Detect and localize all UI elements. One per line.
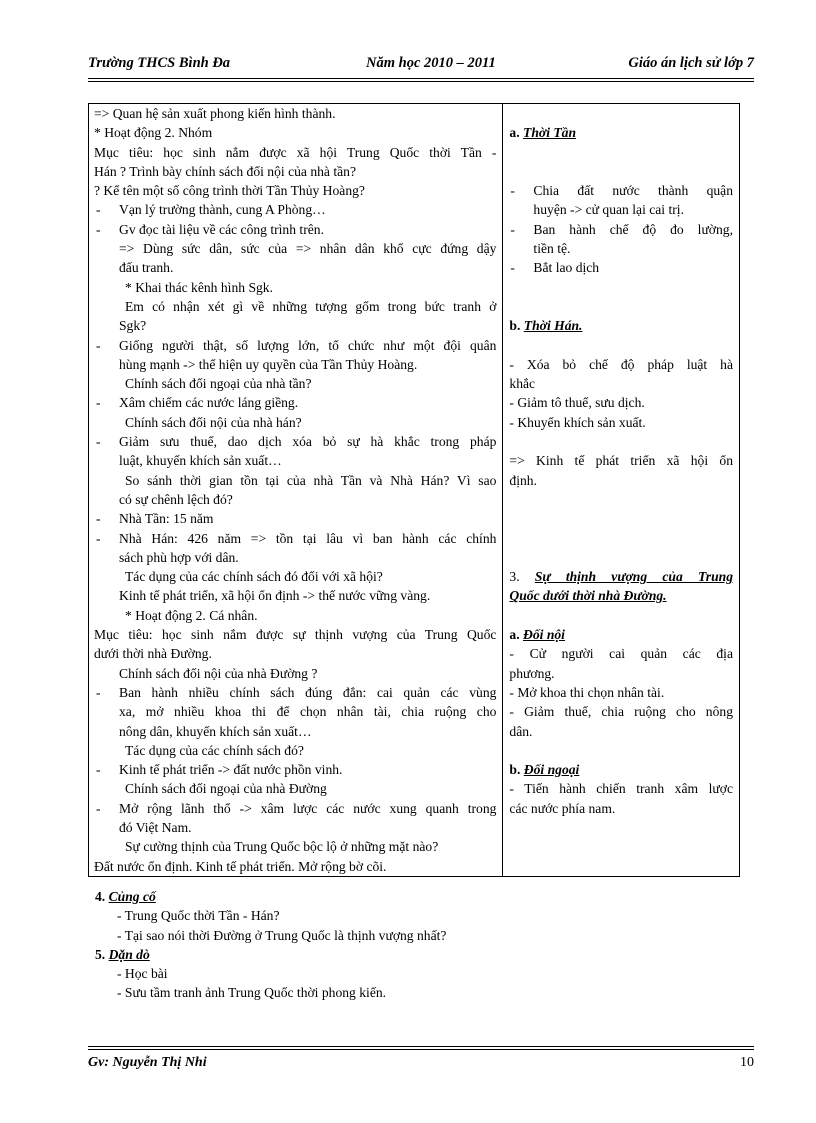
text-line: => Kinh tế phát triển xã hội ổn [509, 453, 733, 469]
header-rule [88, 78, 754, 82]
bullet-line: - Nhà Tần: 15 năm [96, 511, 214, 527]
list-item: - Tại sao nói thời Đường ở Trung Quốc là thịnh vượng nhất? [117, 927, 447, 943]
text-line: đó Việt Nam. [119, 819, 192, 835]
text-line: Hán ? Trình bày chính sách đối nội của nhà tần? [94, 163, 356, 179]
text-line: định. [509, 472, 537, 488]
text-line: nông dân, khuyến khích sản xuất… [119, 723, 312, 739]
text-line: các nước phía nam. [509, 800, 616, 816]
section-heading: 3. Sự thịnh vượng của Trung [509, 569, 733, 585]
text-line: * Hoạt động 2. Cá nhân. [125, 607, 258, 623]
bullet-line: - Ban hành chế độ đo lường, [510, 221, 733, 237]
section-heading: a. Đối nội [509, 627, 565, 643]
text-line: dân. [509, 723, 533, 739]
text-line: Chính sách đối ngoại của nhà Đường [125, 781, 327, 797]
page-header [88, 55, 754, 77]
text-line: - Giảm thuế, chia ruộng cho nông [509, 704, 733, 720]
text-line: Kinh tế phát triển, xã hội ổn định -> thế nước vững vàng. [119, 588, 431, 604]
text-line: dưới thời nhà Đường. [94, 646, 212, 662]
bullet-line: - Ban hành nhiều chính sách đúng đắn: cai quản các vùng [96, 684, 497, 700]
text-line: có sự chênh lệch đó? [119, 491, 233, 507]
text-line: xa, mở nhiều khoa thi để chọn nhân tài, chia ruộng cho [119, 704, 497, 720]
text-line: đấu tranh. [119, 260, 174, 276]
text-line: Sự cường thịnh của Trung Quốc bộc lộ ở những mặt nào? [125, 839, 439, 855]
bullet-line: - Nhà Hán: 426 năm => tồn tại lâu vì ban hành các chính [96, 530, 497, 546]
text-line: => Quan hệ sản xuất phong kiến hình thành. [94, 106, 336, 121]
section-heading-cont: Quốc dưới thời nhà Đường. [509, 588, 667, 604]
text-line: Chính sách đối nội của nhà hán? [125, 414, 302, 430]
text-line: - Khuyến khích sản xuất. [509, 414, 646, 430]
text-line: Chính sách đối nội của nhà Đường ? [119, 665, 318, 681]
section-heading: b. Đối ngoại [509, 762, 580, 778]
bullet-line: - Kinh tế phát triển -> đất nước phồn vinh. [96, 762, 343, 778]
page-number: 10 [740, 1055, 754, 1070]
activities-column [89, 104, 503, 877]
section-heading: a. Thời Tần [509, 125, 577, 141]
school-name: Trường THCS Bình Đa [88, 55, 231, 71]
bullet-line: - Bắt lao dịch [510, 260, 600, 276]
bullet-line: - Giống người thật, số lượng lớn, tổ chức như một đội quân [96, 337, 497, 353]
text-line: So sánh thời gian tồn tại của nhà Tần và Nhà Hán? Vì sao [125, 472, 497, 488]
text-line: Tác dụng của các chính sách đó? [125, 742, 304, 758]
text-line: sách phù hợp với dân. [119, 549, 239, 565]
bullet-line: - Vạn lý trường thành, cung A Phòng… [96, 202, 326, 218]
section-heading: b. Thời Hán. [509, 318, 583, 334]
text-line: phương. [509, 665, 555, 681]
list-item: - Trung Quốc thời Tần - Hán? [117, 908, 280, 924]
bullet-line: - Mở rộng lãnh thổ -> xâm lược các nước xung quanh trong [96, 800, 497, 816]
text-line: Tác dụng của các chính sách đó đối với xã hội? [125, 569, 383, 585]
content-column [503, 104, 740, 877]
homework-heading: 5. Dặn dò [95, 946, 150, 962]
text-line: Mục tiêu: học sinh nắm được xã hội Trung Quốc thời Tần - [94, 144, 497, 160]
bullet-line: - Chia đất nước thành quận [510, 183, 733, 199]
text-line: Sgk? [119, 318, 147, 334]
text-line: ? Kể tên một số công trình thời Tần Thủy Hoàng? [94, 183, 365, 199]
text-line: => Dùng sức dân, sức của => nhân dân khổ cực đứng dậy [119, 241, 497, 257]
text-line: tiền tệ. [533, 241, 571, 257]
list-item: - Học bài [117, 966, 168, 982]
text-line: * Khai thác kênh hình Sgk. [125, 279, 273, 295]
subject-title: Giáo án lịch sử lớp 7 [628, 55, 754, 71]
text-line: hùng mạnh -> thể hiện uy quyền của Tần Thủy Hoàng. [119, 356, 418, 372]
list-item: - Sưu tầm tranh ảnh Trung Quốc thời phong kiến. [117, 985, 387, 1001]
text-line: - Giảm tô thuế, sưu dịch. [509, 395, 645, 411]
text-line: Mục tiêu: học sinh nắm được sự thịnh vượng của Trung Quốc [94, 627, 497, 643]
text-line: - Cử người cai quản các địa [509, 646, 733, 662]
teacher-name: Gv: Nguyễn Thị Nhi [88, 1055, 207, 1070]
text-line: - Tiến hành chiến tranh xâm lược [509, 781, 733, 797]
bullet-line: - Giảm sưu thuế, dao dịch xóa bỏ sự hà khắc trong pháp [96, 434, 497, 450]
page-footer [88, 1055, 754, 1077]
text-line: Chính sách đối ngoại của nhà tần? [125, 376, 312, 392]
text-line: huyện -> cử quan lại cai trị. [533, 202, 684, 218]
bullet-line: - Gv đọc tài liệu về các công trình trên. [96, 221, 324, 237]
consolidate-heading: 4. Củng cố [95, 889, 156, 904]
text-line: Đất nước ổn định. Kinh tế phát triển. Mở rộng bờ cõi. [94, 858, 387, 874]
text-line: Em có nhận xét gì về những tượng gốm trong bức tranh ở [125, 298, 497, 314]
text-line: - Xóa bỏ chế độ pháp luật hà [509, 356, 733, 372]
school-year: Năm học 2010 – 2011 [366, 55, 496, 71]
footer-rule [88, 1046, 754, 1050]
text-line: - Mở khoa thi chọn nhân tài. [509, 684, 665, 700]
text-line: luật, khuyến khích sản xuất… [119, 453, 282, 469]
bullet-line: - Xâm chiếm các nước láng giềng. [96, 395, 299, 411]
lesson-table [88, 103, 740, 877]
text-line: khắc [509, 376, 536, 392]
text-line: * Hoạt động 2. Nhóm [94, 125, 213, 141]
closing-sections [95, 887, 735, 1003]
